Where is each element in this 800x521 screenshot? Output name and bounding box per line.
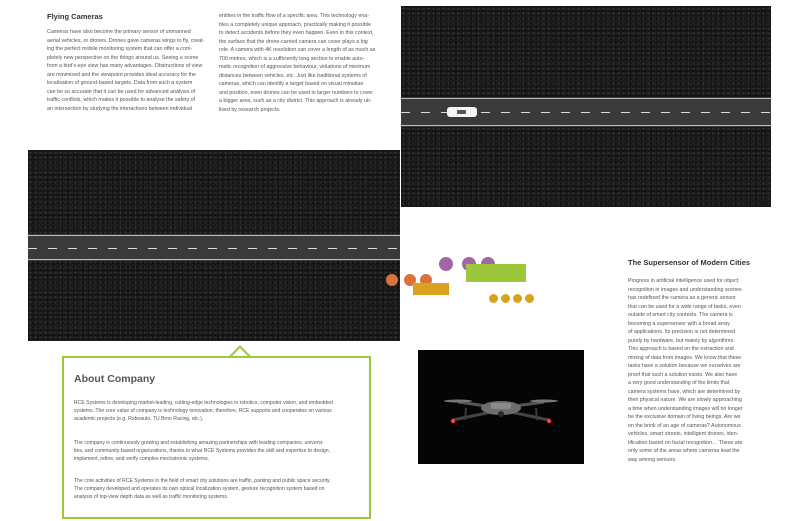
decor-dot-gold — [513, 294, 522, 303]
decor-dot-gold — [489, 294, 498, 303]
supersensor-body: Progress in artificial intelligence used for object recognition in images and understanding scenes has redefined the camera as a generic sensor that can be used for a wide range of tasks, even outside of smart city contexts. The camera is becoming a supersensor with a broad array of applications. Its precision is not determined purely by hardware, but mainly by algorithms. This approach is based on the extraction and mining of data from images. We know that these tasks have a solution because we ourselves are proof that such a solution exists. We also have a very good understanding of the limits that camera systems have, which are determined by their physical nature. We are slowly approaching a time when understanding images will no longer be the exclusive domain of living beings. Are we on the brink of an age of cameras? Autonomous vehicles, smart streets, intelligent drones, iden- tification based on facial recognition… These are only some of the areas where cameras lead the way among sensors. — [628, 278, 743, 463]
flying-cameras-column-2: entities in the traffic flow of a specific area. This technology ena- bles a completely unique approach, practically making it possible to detect accidents before they even happen. Even in this context, the surface that the drone-carried camera can cover plays a big role. A camera with 4K resolution can cover a length of as much as 700 metres, which is a sufficiently long section to enable auto- matic recognition of aggressive behaviour, violations of minimum distances between vehicles, etc. Just like traditional systems of cameras, which can identify a target based on visual minutiae and position, even drones can be used in larger numbers to cover a bigger area, such as a city district. This approach is already uti- lised by research projects. — [219, 13, 376, 113]
decor-dot-gold — [525, 294, 534, 303]
about-company-card — [62, 356, 371, 519]
decor-bar-lime — [466, 264, 526, 282]
about-company-title: About Company — [74, 373, 156, 385]
decor-dot-orange — [386, 274, 398, 286]
about-paragraph-2: The company is continuously growing and establishing amazing partnerships with leading companies, universi- ties, and community-based organizations, thanks to what RCE Systems provides the skill and expertise to design, implement, refine, and verify complex mechatronic systems. — [74, 440, 330, 462]
flying-cameras-title: Flying Cameras — [47, 12, 103, 21]
aerial-road-image-top — [401, 6, 771, 207]
decor-bar-gold — [413, 283, 449, 295]
road — [28, 234, 400, 261]
about-paragraph-1: RCE Systems is developing market-leading, cutting-edge technologies in robotics, computer vision, and embedded systems. The core value of company is technology innovation; therefore, RCE supports and cooperates on various academic projects (e.g. Roboauto, TU Brno Racing, etc.). — [74, 400, 333, 422]
supersensor-title: The Supersensor of Modern Cities — [628, 258, 751, 267]
aerial-road-image-left — [28, 150, 400, 341]
flying-cameras-column-1: Cameras have also become the primary sensor of unmanned aerial vehicles, or drones. Drones gave cameras wings to fly, creat- ing the perfect mobile monitoring system that can offer a com- pletely new perspective on the things around us. Seeing a scene from a bird's-eye view has many advantages. Obstructions of view are minimised and the viewpoint provides ideal accuracy for the localisation of ground-based targets. Data from such a system can be so accurate that it can be used for advanced analysis of traffic conflicts, which makes it possible to analyse the safety of an intersection by studying the interactions between individual — [47, 29, 205, 112]
drone-icon — [418, 350, 584, 464]
decor-dot-purple — [439, 257, 453, 271]
decor-dot-gold — [501, 294, 510, 303]
car-icon — [447, 107, 477, 117]
about-paragraph-3: The core activities of RCE Systems in the field of smart city solutions are traffic, parking and public space security. The company developed and operates its own optical localization system, gesture recognition system based on analysis of top-view depth data as well as traffic monitoring systems. — [74, 478, 331, 500]
drone-image — [418, 350, 584, 464]
